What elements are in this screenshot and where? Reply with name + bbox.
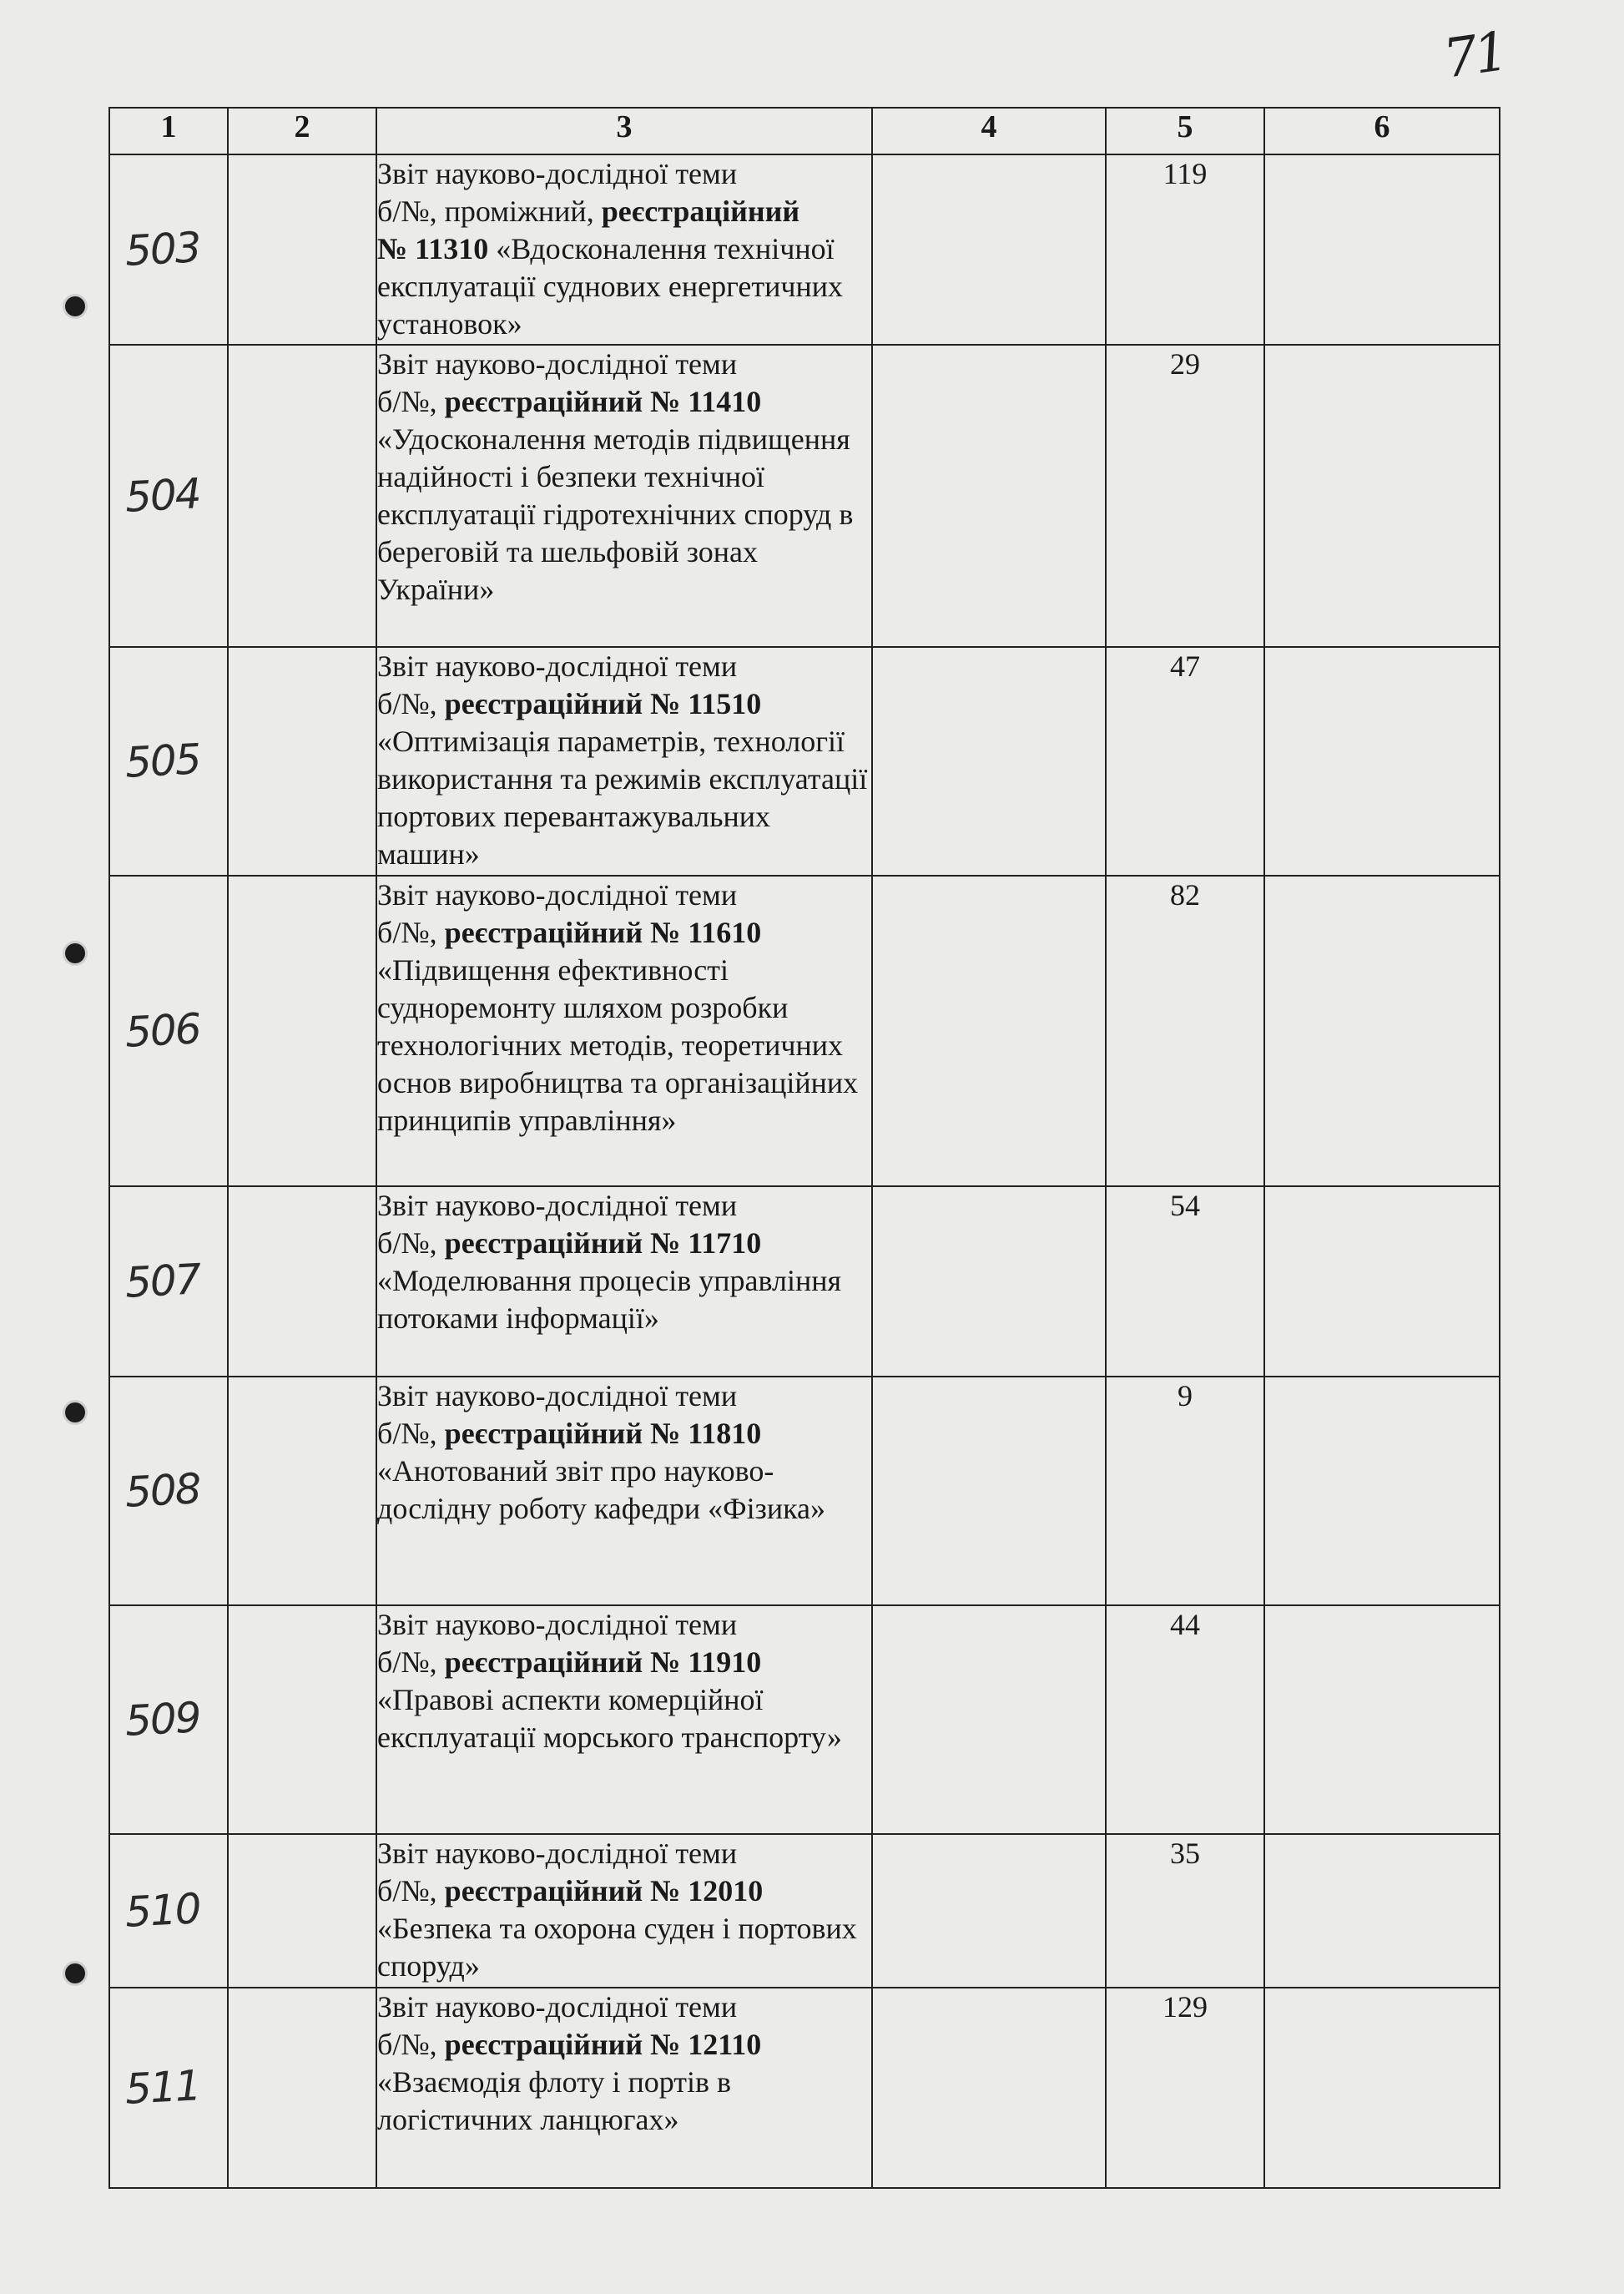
- empty-cell: [872, 154, 1106, 345]
- title-text: б/№,: [377, 385, 445, 418]
- empty-cell: [228, 876, 376, 1186]
- registration-number: реєстраційний: [601, 195, 800, 228]
- punch-hole: [65, 1963, 85, 1983]
- handwritten-item-number: 508: [124, 1464, 201, 1517]
- title-text: «Взаємодія флоту і портів в логістичних ланцюгах»: [377, 2065, 731, 2136]
- table-row: [109, 1834, 1500, 1988]
- table-row: [109, 154, 1500, 345]
- empty-cell: [1264, 1834, 1500, 1988]
- title-text: б/№,: [377, 1645, 445, 1679]
- empty-cell: [1264, 1377, 1500, 1605]
- page-count-cell: 129: [1106, 1988, 1264, 2188]
- punch-hole: [65, 1402, 85, 1422]
- document-title-cell: [376, 1377, 872, 1605]
- column-header: 2: [228, 108, 376, 154]
- empty-cell: [872, 647, 1106, 876]
- item-number-cell: [109, 345, 228, 647]
- table-row: [109, 1988, 1500, 2188]
- item-number-cell: [109, 1834, 228, 1988]
- item-number-cell: [109, 1988, 228, 2188]
- title-text: Звіт науково-дослідної теми: [377, 649, 738, 683]
- empty-cell: [872, 876, 1106, 1186]
- document-title-cell: [376, 1186, 872, 1377]
- empty-cell: [1264, 1605, 1500, 1834]
- item-number-cell: [109, 154, 228, 345]
- registration-number: № 11310: [377, 232, 489, 265]
- column-header: 5: [1106, 108, 1264, 154]
- registration-number: реєстраційний № 11610: [444, 916, 762, 949]
- title-text: «Підвищення ефективності судноремонту шляхом розробки технологічних методів, теоретичних основ виробництва та організаційних принципів управління»: [377, 953, 859, 1137]
- table-row: [109, 1377, 1500, 1605]
- empty-cell: [1264, 154, 1500, 345]
- table-row: [109, 647, 1500, 876]
- registration-number: реєстраційний № 11410: [444, 385, 762, 418]
- title-text: Звіт науково-дослідної теми: [377, 1379, 738, 1412]
- page-count-cell: 29: [1106, 345, 1264, 647]
- document-title-cell: [376, 154, 872, 345]
- page-count-cell: 9: [1106, 1377, 1264, 1605]
- handwritten-item-number: 504: [124, 469, 201, 522]
- page-number: 71: [1440, 21, 1510, 91]
- empty-cell: [228, 1834, 376, 1988]
- empty-cell: [872, 345, 1106, 647]
- page-count-cell: 82: [1106, 876, 1264, 1186]
- handwritten-item-number: 506: [124, 1004, 201, 1057]
- item-number-cell: [109, 1605, 228, 1834]
- handwritten-item-number: 507: [124, 1255, 201, 1307]
- page-count-cell: 54: [1106, 1186, 1264, 1377]
- title-text: б/№,: [377, 916, 445, 949]
- empty-cell: [1264, 1186, 1500, 1377]
- table-row: [109, 1605, 1500, 1834]
- empty-cell: [872, 1834, 1106, 1988]
- empty-cell: [228, 1605, 376, 1834]
- title-text: Звіт науково-дослідної теми: [377, 1608, 738, 1641]
- empty-cell: [872, 1988, 1106, 2188]
- empty-cell: [1264, 876, 1500, 1186]
- registration-number: реєстраційний № 11810: [444, 1417, 762, 1450]
- punch-hole: [65, 296, 85, 316]
- title-text: б/№,: [377, 1417, 445, 1450]
- page-count-cell: 119: [1106, 154, 1264, 345]
- item-number-cell: [109, 647, 228, 876]
- column-header: 4: [872, 108, 1106, 154]
- title-text: б/№,: [377, 687, 445, 720]
- empty-cell: [228, 1186, 376, 1377]
- empty-cell: [872, 1605, 1106, 1834]
- title-text: «Правові аспекти комерційної експлуатації морського транспорту»: [377, 1683, 842, 1754]
- empty-cell: [228, 154, 376, 345]
- title-text: «Моделювання процесів управління потоками інформації»: [377, 1264, 842, 1335]
- handwritten-item-number: 503: [124, 223, 201, 275]
- empty-cell: [228, 345, 376, 647]
- title-text: «Удосконалення методів підвищення надійності і безпеки технічної експлуатації гідротехнічних споруд в береговій та шельфовій зонах України»: [377, 422, 854, 606]
- empty-cell: [1264, 1988, 1500, 2188]
- title-text: «Безпека та охорона суден і портових споруд»: [377, 1912, 857, 1983]
- page-count-cell: 35: [1106, 1834, 1264, 1988]
- title-text: Звіт науково-дослідної теми: [377, 878, 738, 912]
- title-text: Звіт науково-дослідної теми: [377, 1990, 738, 2024]
- title-text: Звіт науково-дослідної теми: [377, 1189, 738, 1222]
- title-text: б/№, проміжний,: [377, 195, 602, 228]
- table-row: [109, 1186, 1500, 1377]
- title-text: «Анотований звіт про науково-дослідну роботу кафедри «Фізика»: [377, 1454, 826, 1525]
- empty-cell: [872, 1186, 1106, 1377]
- table-header-row: [109, 108, 1500, 154]
- table-row: [109, 876, 1500, 1186]
- table-row: [109, 345, 1500, 647]
- document-title-cell: [376, 1988, 872, 2188]
- title-text: б/№,: [377, 1226, 445, 1260]
- title-text: б/№,: [377, 1874, 445, 1907]
- archive-inventory-table: [108, 107, 1500, 2189]
- empty-cell: [228, 647, 376, 876]
- registration-number: реєстраційний № 12010: [444, 1874, 764, 1907]
- handwritten-item-number: 505: [124, 735, 201, 787]
- page-count-cell: 44: [1106, 1605, 1264, 1834]
- registration-number: реєстраційний № 11510: [444, 687, 762, 720]
- empty-cell: [872, 1377, 1106, 1605]
- registration-number: реєстраційний № 12110: [444, 2028, 762, 2061]
- punch-hole: [65, 943, 85, 963]
- empty-cell: [1264, 345, 1500, 647]
- title-text: Звіт науково-дослідної теми: [377, 157, 738, 190]
- document-title-cell: [376, 647, 872, 876]
- document-title-cell: [376, 1605, 872, 1834]
- document-title-cell: [376, 345, 872, 647]
- handwritten-item-number: 510: [124, 1884, 201, 1937]
- handwritten-item-number: 509: [124, 1693, 201, 1746]
- column-header: 3: [376, 108, 872, 154]
- empty-cell: [228, 1377, 376, 1605]
- title-text: Звіт науково-дослідної теми: [377, 1837, 738, 1870]
- document-title-cell: [376, 1834, 872, 1988]
- column-header: 1: [109, 108, 228, 154]
- empty-cell: [228, 1988, 376, 2188]
- empty-cell: [1264, 647, 1500, 876]
- title-text: «Оптимізація параметрів, технології використання та режимів експлуатації портових перевантажувальних машин»: [377, 725, 868, 871]
- page-count-cell: 47: [1106, 647, 1264, 876]
- title-text: Звіт науково-дослідної теми: [377, 347, 738, 381]
- registration-number: реєстраційний № 11910: [444, 1645, 762, 1679]
- item-number-cell: [109, 1186, 228, 1377]
- item-number-cell: [109, 1377, 228, 1605]
- column-header: 6: [1264, 108, 1500, 154]
- title-text: «Вдосконалення технічної експлуатації суднових енергетичних установок»: [377, 232, 843, 341]
- registration-number: реєстраційний № 11710: [444, 1226, 762, 1260]
- document-title-cell: [376, 876, 872, 1186]
- item-number-cell: [109, 876, 228, 1186]
- title-text: б/№,: [377, 2028, 445, 2061]
- handwritten-item-number: 511: [124, 2061, 201, 2114]
